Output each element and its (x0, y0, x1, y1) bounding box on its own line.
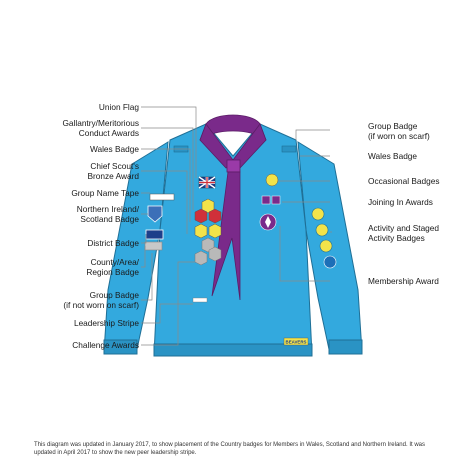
union-flag-badge (199, 177, 215, 188)
label-wales-badge-left: Wales Badge (89, 144, 139, 154)
group-name-tape-badge (150, 194, 174, 200)
joining-in-award-1 (262, 196, 270, 204)
label-union-flag: Union Flag (98, 102, 139, 112)
label-ni-scotland-badge: Northern Ireland/ Scotland Badge (76, 204, 139, 224)
label-county-badge: County/Area/ Region Badge (86, 257, 139, 277)
leadership-stripe-badge (193, 298, 207, 302)
occasional-badge (266, 174, 278, 186)
label-activity-badges: Activity and Staged Activity Badges (368, 223, 440, 243)
county-badge (145, 242, 162, 250)
label-group-name-tape: Group Name Tape (71, 188, 139, 198)
label-wales-badge-right: Wales Badge (368, 151, 418, 161)
label-chief-scouts-bronze: Chief Scout's Bronze Award (87, 161, 139, 181)
label-membership-award: Membership Award (368, 276, 439, 286)
right-cuff (329, 340, 362, 354)
label-joining-in-awards: Joining In Awards (368, 197, 433, 207)
label-group-badge-not-scarf: Group Badge (if not worn on scarf) (63, 290, 139, 310)
right-epaulette (282, 146, 296, 152)
label-leadership-stripe: Leadership Stripe (73, 318, 139, 328)
label-gallantry-awards: Gallantry/Meritorious Conduct Awards (62, 118, 139, 138)
joining-in-award-2 (272, 196, 280, 204)
hem-tape-text: BEAVERS (285, 339, 307, 345)
woggle (227, 160, 240, 172)
label-challenge-awards: Challenge Awards (72, 340, 139, 350)
hem-band (154, 344, 312, 356)
label-occasional-badges: Occasional Badges (368, 176, 440, 186)
diagram-caption: This diagram was updated in January 2017, to show placement of the Country badges for Members in Wales, Scotland and Northern Ireland. It was updated in April 2017 to show the new peer leadership stripe. (34, 442, 425, 456)
district-badge (146, 230, 163, 239)
label-group-badge-scarf: Group Badge (if worn on scarf) (368, 121, 430, 141)
label-district-badge: District Badge (87, 238, 139, 248)
